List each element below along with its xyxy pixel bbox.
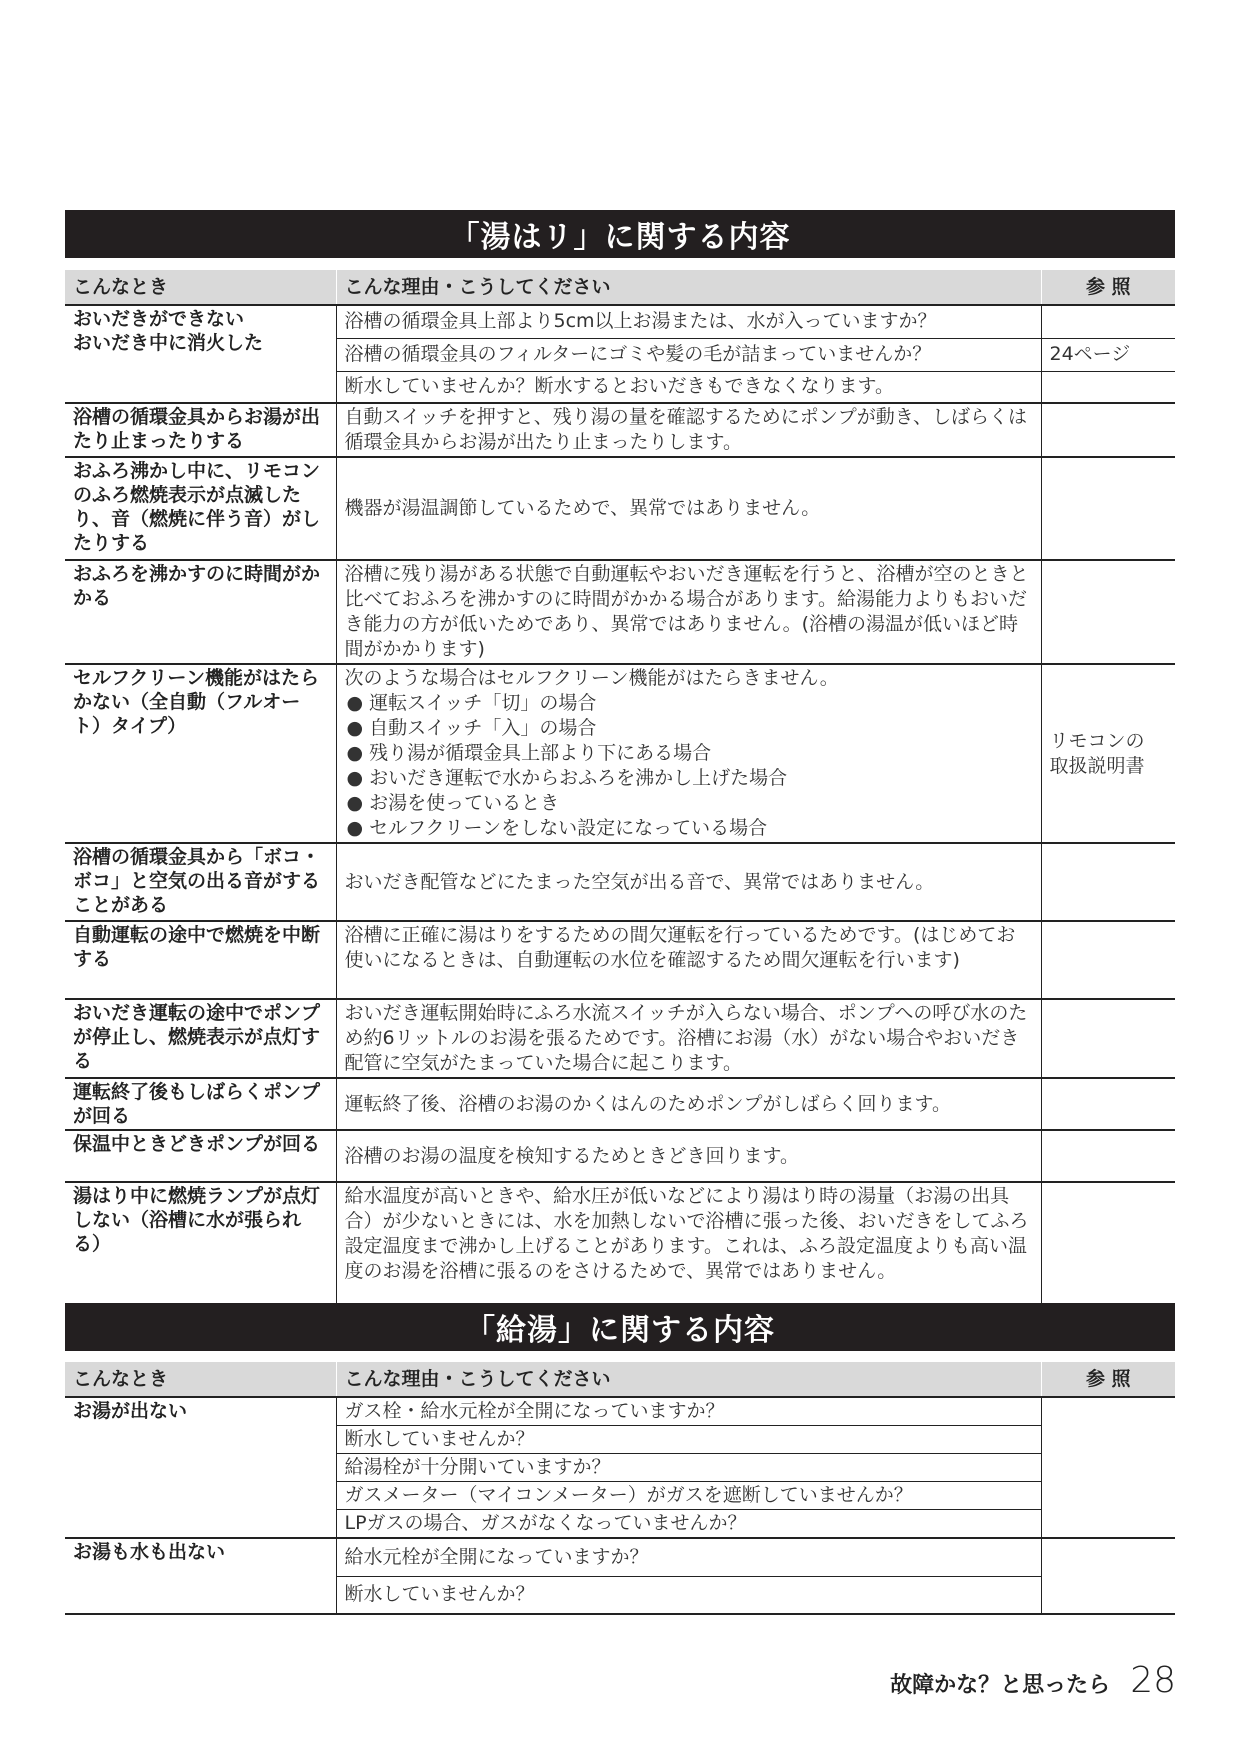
table-header-row — [65, 270, 1175, 305]
condition-cell: 保温中ときどきポンプが回る — [65, 1130, 336, 1182]
table-row — [65, 457, 1175, 560]
header-reference: 参 照 — [1041, 270, 1175, 305]
table-row — [65, 1538, 1175, 1576]
reference-cell — [1041, 560, 1175, 664]
reason-cell: 浴槽に残り湯がある状態で自動運転やおいだき運転を行うと、浴槽が空のときと比べておふろを沸かすのに時間がかかる場合があります。給湯能力よりもおいだき能力の方が低いためであり、異常ではありません。(浴槽の湯温が低いほど時間がかかります) — [336, 560, 1041, 664]
reference-cell — [1041, 1538, 1175, 1614]
condition-cell: おふろ沸かし中に、リモコンのふろ燃焼表示が点滅したり、音（燃焼に伴う音）がしたりする — [65, 457, 336, 560]
page-number: 28 — [1130, 1660, 1176, 1701]
reason-cell: 自動スイッチを押すと、残り湯の量を確認するためにポンプが動き、しばらくは循環金具からお湯が出たり止まったりします。 — [336, 403, 1041, 457]
reason-cell: 運転終了後、浴槽のお湯のかくはんのためポンプがしばらく回ります。 — [336, 1078, 1041, 1130]
reason-cell: 断水していませんか？ — [336, 1576, 1041, 1614]
reason-cell: おいだき運転開始時にふろ水流スイッチが入らない場合、ポンプへの呼び水のため約6リットルのお湯を張るためです。浴槽にお湯（水）がない場合やおいだき配管に空気がたまっていた場合に起こります。 — [336, 999, 1041, 1078]
table-row — [65, 1182, 1175, 1308]
condition-cell: おふろを沸かすのに時間がかかる — [65, 560, 336, 664]
table-row — [65, 999, 1175, 1078]
table-row — [65, 664, 1175, 843]
reason-cell: 浴槽に正確に湯はりをするための間欠運転を行っているためです。(はじめてお使いになるときは、自動運転の水位を確認するため間欠運転を行います) — [336, 921, 1041, 999]
reason-cell: LPガスの場合、ガスがなくなっていませんか？ — [336, 1510, 1041, 1539]
section-title-text: 「給湯」に関する内容 — [465, 1313, 775, 1348]
header-reason: こんな理由・こうしてください — [336, 270, 1041, 305]
reason-cell: 機器が湯温調節しているためで、異常ではありません。 — [336, 457, 1041, 560]
table-row — [65, 1078, 1175, 1130]
bullet-item: ● 運転スイッチ「切」の場合 — [346, 692, 597, 714]
header-reason: こんな理由・こうしてください — [336, 1362, 1041, 1397]
reason-cell: 浴槽の循環金具のフィルターにゴミや髪の毛が詰まっていませんか？ — [336, 338, 1041, 371]
header-reference: 参 照 — [1041, 1362, 1175, 1397]
condition-cell: 運転終了後もしばらくポンプが回る — [65, 1078, 336, 1130]
reference-cell — [1041, 999, 1175, 1078]
bullet-item: ● 残り湯が循環金具上部より下にある場合 — [346, 742, 712, 764]
condition-cell: 自動運転の途中で燃焼を中断する — [65, 921, 336, 999]
reason-cell: 給水温度が高いときや、給水圧が低いなどにより湯はり時の湯量（お湯の出具合）が少ないときには、水を加熱しないで浴槽に張った後、おいだきをしてふろ設定温度まで沸かし上げることがあります。これは、ふろ設定温度よりも高い温度のお湯を浴槽に張るのをさけるためで、異常ではありません。 — [344, 1185, 1029, 1282]
reference-cell — [1041, 1078, 1175, 1130]
footer-label: 故障かな？と思ったら — [890, 1673, 1111, 1698]
reason-cell: 給水元栓が全開になっていますか？ — [336, 1538, 1041, 1576]
table-row — [65, 921, 1175, 999]
reference-cell — [1041, 1182, 1175, 1308]
reference-cell — [1041, 403, 1175, 457]
reason-cell — [336, 664, 1041, 843]
table-row — [65, 305, 1175, 338]
reference-cell — [1041, 305, 1175, 338]
reason-cell: 浴槽のお湯の温度を検知するためときどき回ります。 — [336, 1130, 1041, 1182]
reason-cell: 浴槽の循環金具上部より5cm以上お湯または、水が入っていますか？ — [336, 305, 1041, 338]
reference-cell — [1041, 1130, 1175, 1182]
reason-cell: 断水していませんか？ — [336, 1426, 1041, 1454]
reason-cell: ガスメーター（マイコンメーター）がガスを遮断していませんか？ — [336, 1482, 1041, 1510]
bullet-item: ● お湯を使っているとき — [346, 792, 560, 814]
troubleshoot-table-yuhari — [65, 270, 1175, 1308]
condition-cell: 浴槽の循環金具から「ボコ・ボコ」と空気の出る音がすることがある — [65, 843, 336, 921]
reference-cell — [1041, 371, 1175, 403]
section-title-yuhari — [65, 210, 1175, 258]
reference-cell: 24ページ — [1041, 338, 1175, 371]
section-title-kyuto — [65, 1303, 1175, 1351]
reference-cell — [1041, 457, 1175, 560]
bullet-item: ● 自動スイッチ「入」の場合 — [346, 717, 597, 739]
reason-cell: 給湯栓が十分開いていますか？ — [336, 1454, 1041, 1482]
condition-cell: おいだき運転の途中でポンプが停止し、燃焼表示が点灯する — [65, 999, 336, 1078]
table-row — [65, 1397, 1175, 1426]
reference-cell: リモコンの 取扱説明書 — [1041, 664, 1175, 843]
reason-cell: おいだき配管などにたまった空気が出る音で、異常ではありません。 — [336, 843, 1041, 921]
reason-cell: 断水していませんか？断水するとおいだきもできなくなります。 — [336, 371, 1041, 403]
header-condition: こんなとき — [65, 270, 336, 305]
condition-cell: おいだきができない おいだき中に消火した — [65, 305, 336, 403]
table-header-row — [65, 1362, 1175, 1397]
table-row — [65, 843, 1175, 921]
reason-intro: 次のような場合はセルフクリーン機能がはたらきません。 — [344, 667, 839, 689]
reason-cell: ガス栓・給水元栓が全開になっていますか？ — [336, 1397, 1041, 1426]
bullet-item: ● おいだき運転で水からおふろを沸かし上げた場合 — [346, 767, 788, 789]
table-row — [65, 403, 1175, 457]
troubleshoot-table-kyuto — [65, 1362, 1175, 1615]
table-row — [65, 560, 1175, 664]
bullet-item: ● セルフクリーンをしない設定になっている場合 — [346, 817, 768, 839]
header-condition: こんなとき — [65, 1362, 336, 1397]
condition-cell: 湯はり中に燃焼ランプが点灯しない（浴槽に水が張られる） — [65, 1182, 336, 1308]
condition-cell: セルフクリーン機能がはたらかない（全自動（フルオート）タイプ） — [65, 664, 336, 843]
reference-cell — [1041, 1397, 1175, 1538]
condition-cell: 浴槽の循環金具からお湯が出たり止まったりする — [65, 403, 336, 457]
reference-cell — [1041, 843, 1175, 921]
condition-cell: お湯も水も出ない — [65, 1538, 336, 1614]
reference-cell — [1041, 921, 1175, 999]
table-row — [65, 1130, 1175, 1182]
condition-cell: お湯が出ない — [65, 1397, 336, 1538]
section-title-text: 「湯はリ」に関する内容 — [449, 220, 791, 255]
page-footer — [890, 1660, 1176, 1701]
